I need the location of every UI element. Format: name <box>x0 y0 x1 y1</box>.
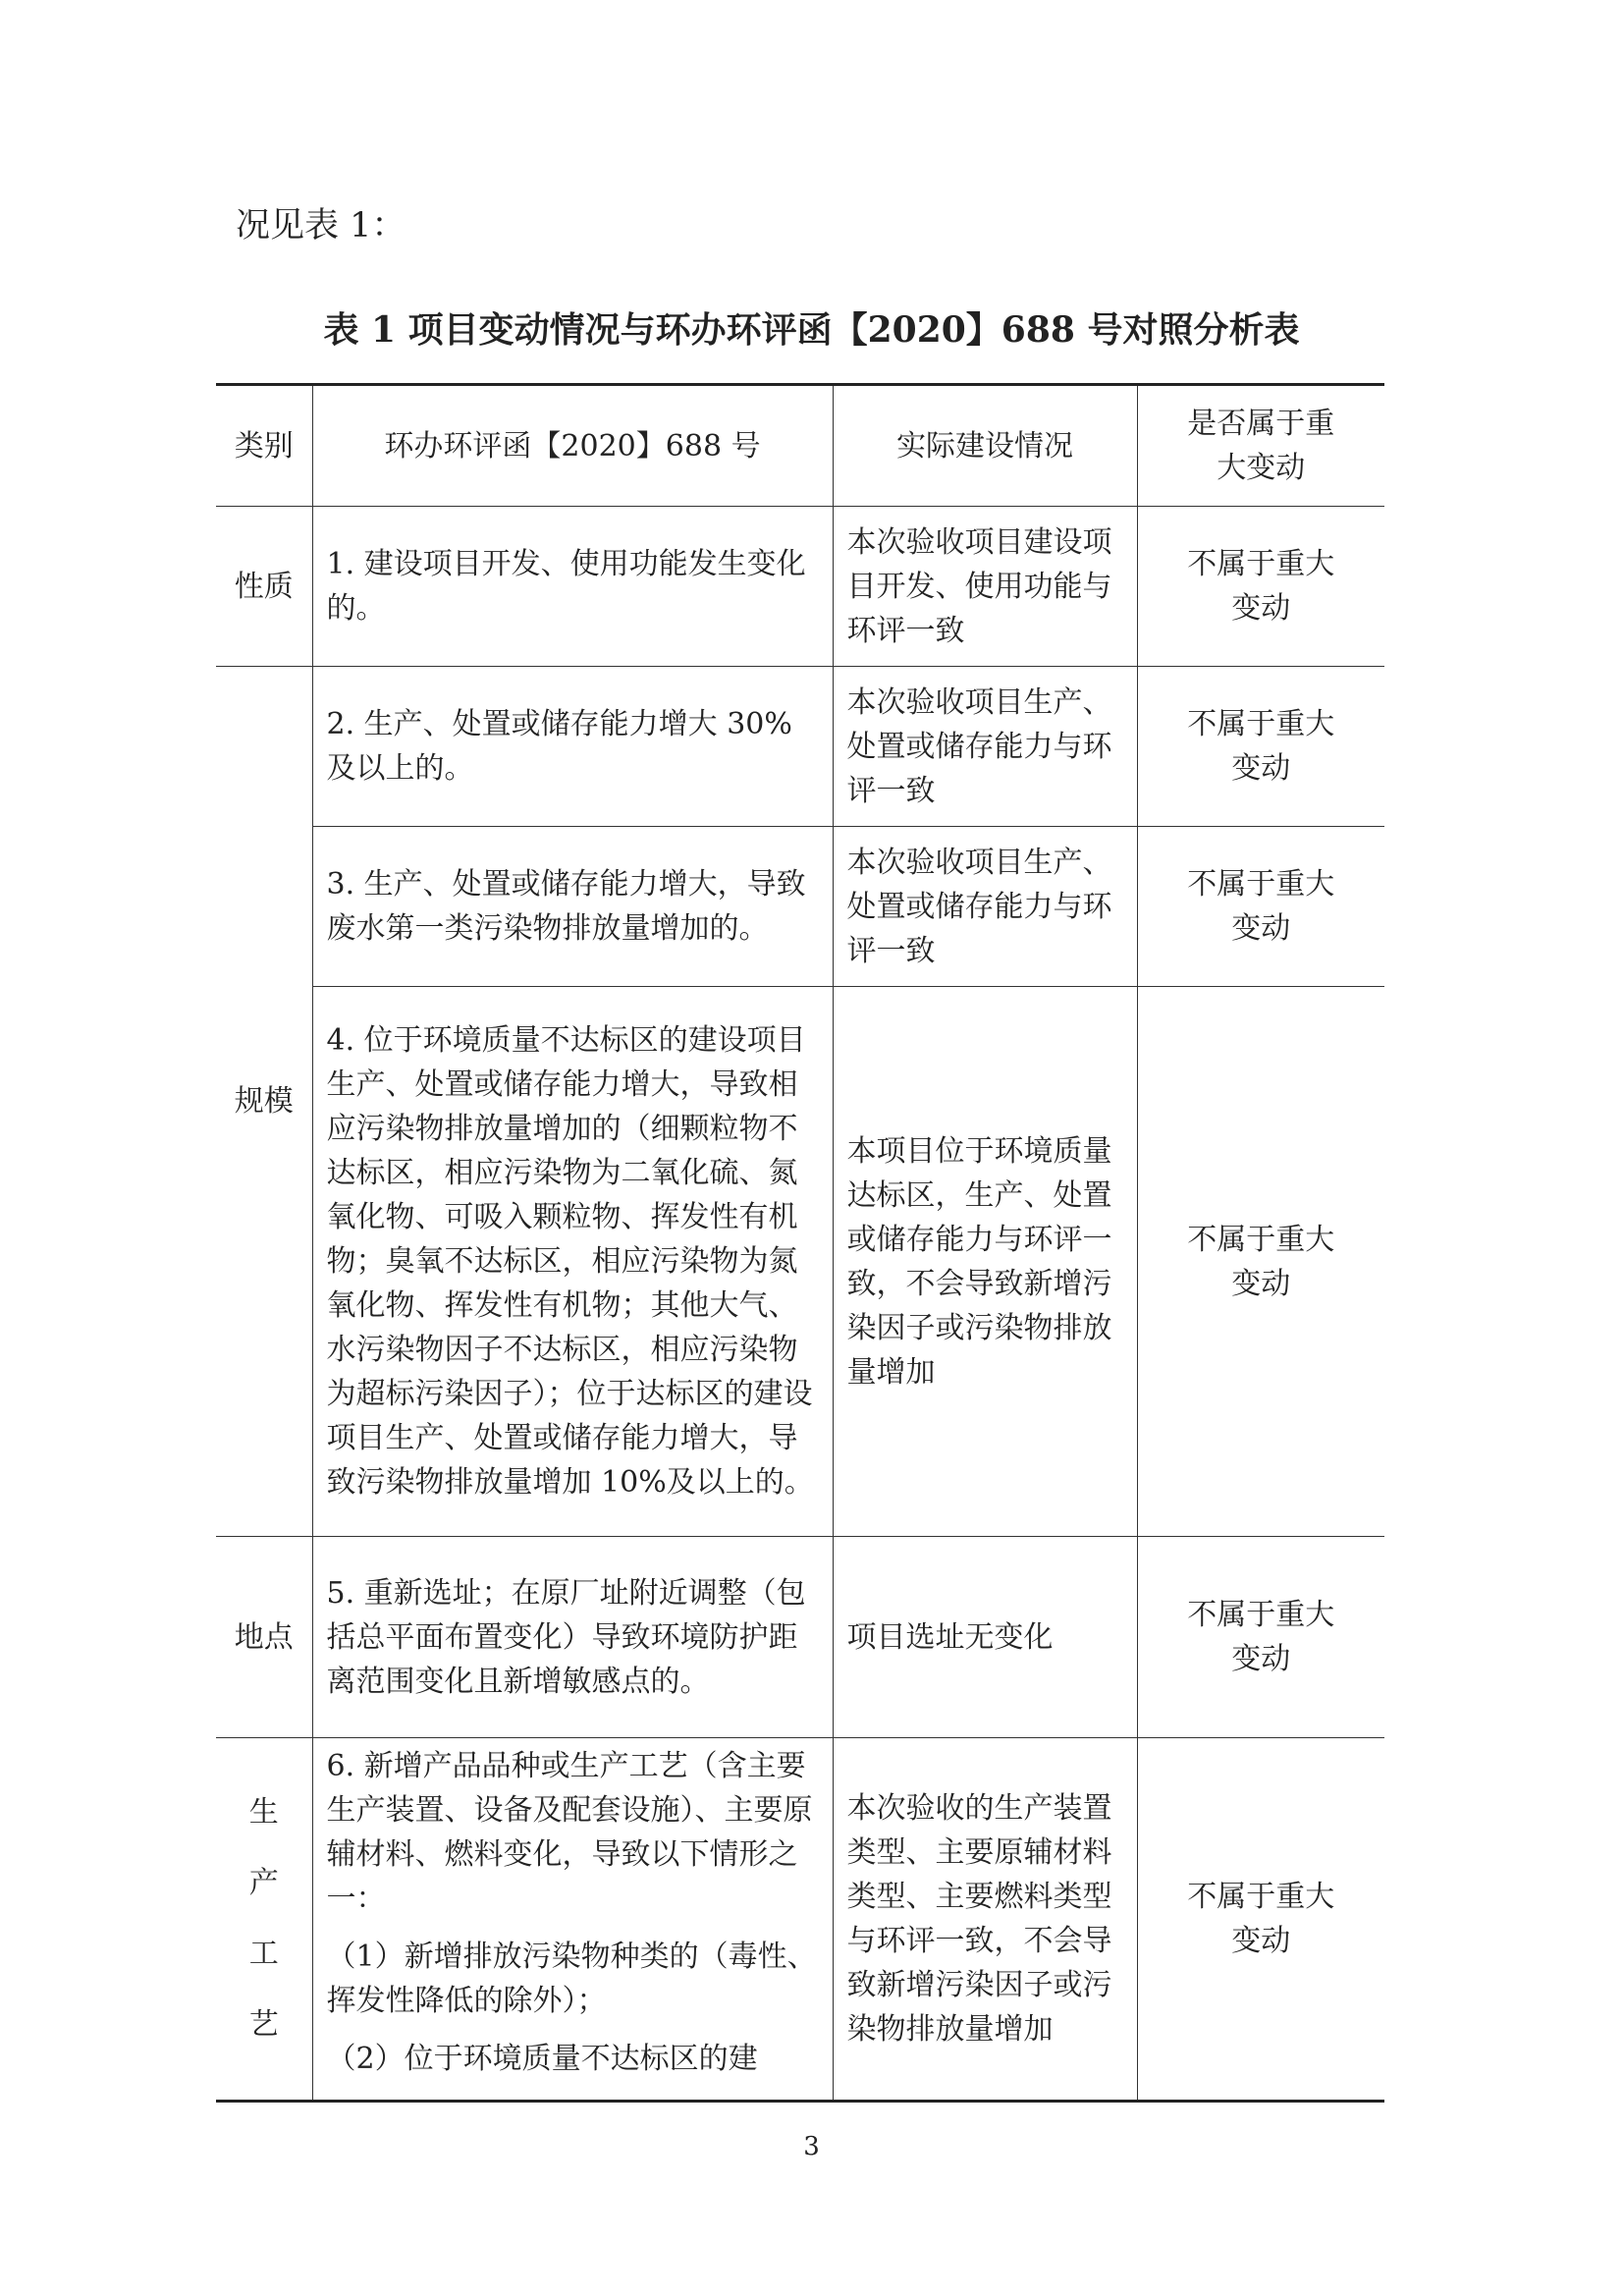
table-header-row <box>216 385 1384 507</box>
category-cell-scale: 规模 <box>216 667 312 1537</box>
result-cell: 不属于重大变动 <box>1137 1537 1384 1738</box>
actual-cell: 本次验收项目生产、处置或储存能力与环评一致 <box>833 667 1137 827</box>
table-row <box>216 1738 1384 2102</box>
result-cell: 不属于重大变动 <box>1137 987 1384 1537</box>
requirement-cell: 5. 重新选址；在原厂址附近调整（包括总平面布置变化）导致环境防护距离范围变化且新增敏感点的。 <box>312 1537 833 1738</box>
result-cell: 不属于重大变动 <box>1137 667 1384 827</box>
category-cell-nature: 性质 <box>216 507 312 667</box>
requirement-line: （2）位于环境质量不达标区的建 <box>326 2042 758 2076</box>
actual-cell: 本次验收的生产装置类型、主要原辅材料类型、主要燃料类型与环评一致，不会导致新增污染因子或污染物排放量增加 <box>833 1738 1137 2102</box>
page-number: 3 <box>803 2132 820 2161</box>
table-row <box>216 667 1384 827</box>
table-title: 表 1 项目变动情况与环办环评函【2020】688 号对照分析表 <box>323 309 1300 351</box>
category-cell-process: 生产工艺 <box>216 1738 312 2102</box>
table-row <box>216 507 1384 667</box>
actual-cell: 本次验收项目建设项目开发、使用功能与环评一致 <box>833 507 1137 667</box>
requirement-cell: 3. 生产、处置或储存能力增大，导致废水第一类污染物排放量增加的。 <box>312 827 833 987</box>
actual-cell: 本次验收项目生产、处置或储存能力与环评一致 <box>833 827 1137 987</box>
actual-cell: 项目选址无变化 <box>833 1537 1137 1738</box>
header-result: 是否属于重大变动 <box>1137 385 1384 507</box>
table-row <box>216 827 1384 987</box>
header-category: 类别 <box>216 385 312 507</box>
requirement-cell: 1. 建设项目开发、使用功能发生变化的。 <box>312 507 833 667</box>
table-row <box>216 987 1384 1537</box>
header-requirement: 环办环评函【2020】688 号 <box>312 385 833 507</box>
table-row <box>216 1537 1384 1738</box>
actual-cell: 本项目位于环境质量达标区，生产、处置或储存能力与环评一致，不会导致新增污染因子或污染物排放量增加 <box>833 987 1137 1537</box>
requirement-cell: 2. 生产、处置或储存能力增大 30%及以上的。 <box>312 667 833 827</box>
result-cell: 不属于重大变动 <box>1137 507 1384 667</box>
result-cell: 不属于重大变动 <box>1137 1738 1384 2102</box>
comparison-table <box>216 383 1384 2103</box>
header-actual: 实际建设情况 <box>833 385 1137 507</box>
result-cell: 不属于重大变动 <box>1137 827 1384 987</box>
intro-text: 况见表 1： <box>236 206 406 246</box>
category-cell-location: 地点 <box>216 1537 312 1738</box>
requirement-line: （1）新增排放污染物种类的（毒性、挥发性降低的除外）； <box>326 1940 817 2018</box>
requirement-line: 6. 新增产品品种或生产工艺（含主要生产装置、设备及配套设施）、主要原辅材料、燃料变化，导致以下情形之一： <box>326 1749 813 1916</box>
requirement-cell: 4. 位于环境质量不达标区的建设项目生产、处置或储存能力增大，导致相应污染物排放量增加的（细颗粒物不达标区，相应污染物为二氧化硫、氮氧化物、可吸入颗粒物、挥发性有机物；臭氧不达标区，相应污染物为氮氧化物、挥发性有机物；其他大气、水污染物因子不达标区，相应污染物为超标污染因子）；位于达标区的建设项目生产、处置或储存能力增大，导致污染物排放量增加 10%及以上的。 <box>312 987 833 1537</box>
requirement-cell <box>312 1738 833 2102</box>
